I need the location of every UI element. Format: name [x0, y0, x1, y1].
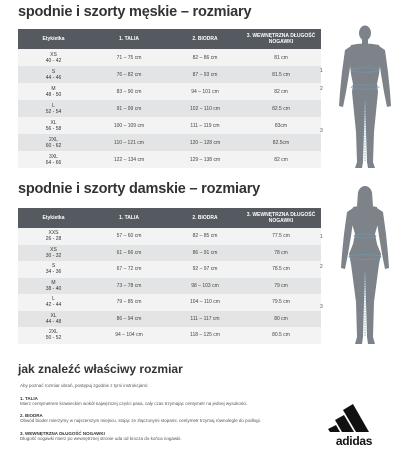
size-number: 48 - 50	[45, 91, 62, 98]
size-label	[18, 66, 89, 83]
size-label	[18, 245, 89, 262]
inseam-cell: 81.5 cm	[241, 66, 321, 83]
hips-cell: 87 – 93 cm	[169, 66, 241, 83]
waist-cell: 79 – 85 cm	[89, 294, 169, 311]
size-number: 42 - 44	[45, 302, 62, 309]
size-number: 44 - 46	[45, 74, 62, 81]
size-number: 56 - 58	[45, 125, 62, 132]
size-label	[18, 151, 89, 168]
waist-cell: 73 – 78 cm	[89, 278, 169, 295]
waist-cell: 57 – 60 cm	[89, 228, 169, 245]
table-row	[18, 49, 321, 66]
hips-cell: 120 – 128 cm	[169, 134, 241, 151]
size-label	[18, 83, 89, 100]
size-number: 34 - 36	[45, 269, 62, 276]
size-letter: XS	[50, 51, 57, 58]
male-figure	[315, 22, 397, 174]
size-label	[18, 327, 89, 344]
waist-cell: 67 – 72 cm	[89, 261, 169, 278]
waist-cell: 61 – 66 cm	[89, 245, 169, 262]
hips-cell: 129 – 138 cm	[169, 151, 241, 168]
inseam-cell: 80.5 cm	[241, 327, 321, 344]
male-figure-label-2: 2	[320, 86, 323, 92]
men-size-table	[18, 29, 321, 168]
header-hips: 2. BIODRA	[169, 29, 241, 49]
size-label	[18, 49, 89, 66]
size-label	[18, 294, 89, 311]
waist-cell: 100 – 109 cm	[89, 117, 169, 134]
size-label	[18, 278, 89, 295]
size-letter: M	[51, 279, 56, 286]
header-label: Etykietka	[18, 29, 89, 49]
size-label	[18, 134, 89, 151]
size-letter: 2XL	[49, 136, 58, 143]
size-label	[18, 228, 89, 245]
inseam-cell: 81 cm	[241, 49, 321, 66]
female-figure	[315, 182, 397, 354]
size-label	[18, 261, 89, 278]
waist-cell: 76 – 82 cm	[89, 66, 169, 83]
hips-cell: 92 – 97 cm	[169, 261, 241, 278]
instruction-text: Mierz centymetrem krawieckim wokół najwęższej części pasa, cały czas trzymając centymetr na jednej wysokości.	[20, 401, 248, 407]
instruction-waist	[20, 396, 320, 407]
size-number: 64 - 66	[45, 159, 62, 166]
table-row	[18, 228, 321, 245]
instruction-hips	[20, 413, 320, 424]
size-number: 60 - 62	[45, 142, 62, 149]
inseam-cell: 79.5 cm	[241, 294, 321, 311]
size-letter: 2XL	[49, 329, 58, 336]
header-inseam: 3. WEWNĘTRZNA DŁUGOŚĆ NOGAWKI	[241, 29, 321, 49]
size-label	[18, 311, 89, 328]
size-letter: S	[51, 68, 56, 75]
inseam-cell: 78 cm	[241, 245, 321, 262]
table-row	[18, 117, 321, 134]
howto-title: jak znaleźć właściwy rozmiar	[18, 362, 183, 376]
brand-name: adidas	[335, 434, 373, 448]
size-letter: L	[52, 296, 55, 303]
women-section-title: spodnie i szorty damskie – rozmiary	[18, 181, 261, 197]
howto-intro: Aby poznać rozmiar ubrań, postępuj zgodnie z tymi instrukcjami:	[20, 383, 149, 388]
size-letter: XXS	[48, 230, 59, 237]
waist-cell: 83 – 90 cm	[89, 83, 169, 100]
size-number: 44 - 48	[45, 318, 62, 325]
female-figure-label-2: 2	[320, 264, 323, 270]
instruction-heading: 3. WEWNĘTRZNA DŁUGOŚĆ NOGAWKI	[20, 431, 105, 436]
hips-cell: 111 – 119 cm	[169, 117, 241, 134]
waist-cell: 86 – 94 cm	[89, 311, 169, 328]
waist-cell: 122 – 134 cm	[89, 151, 169, 168]
size-letter: XL	[50, 312, 57, 319]
waist-cell: 110 – 121 cm	[89, 134, 169, 151]
size-number: 40 - 42	[45, 57, 62, 64]
table-row	[18, 245, 321, 262]
size-letter: S	[51, 263, 56, 270]
female-figure-label-1: 1	[320, 234, 323, 240]
inseam-cell: 82 cm	[241, 151, 321, 168]
header-waist: 1. TALIA	[89, 29, 169, 49]
table-row	[18, 278, 321, 295]
size-letter: 3XL	[49, 153, 58, 160]
inseam-cell: 80 cm	[241, 311, 321, 328]
female-figure-label-3: 3	[320, 304, 323, 310]
hips-cell: 82 – 85 cm	[169, 228, 241, 245]
size-letter: M	[51, 85, 56, 92]
table-row	[18, 100, 321, 117]
size-letter: XS	[50, 246, 57, 253]
header-label: Etykietka	[18, 208, 89, 228]
size-number: 38 - 40	[45, 285, 62, 292]
table-row	[18, 151, 321, 168]
male-figure-label-3: 3	[320, 128, 323, 134]
size-letter: XL	[50, 119, 57, 126]
header-waist: 1. TALIA	[89, 208, 169, 228]
header-hips: 2. BIODRA	[169, 208, 241, 228]
hips-cell: 102 – 110 cm	[169, 100, 241, 117]
instruction-text: Obwód bioder mierzymy w najszerszym miejscu, stojąc ze złączonymi stopami, centymetr trzymaj równolegle do podłogi.	[20, 418, 261, 424]
table-row	[18, 66, 321, 83]
inseam-cell: 79 cm	[241, 278, 321, 295]
instruction-text: Długość nogawki mierz po wewnętrznej stronie uda od krocza do końca nogawki.	[20, 436, 182, 442]
hips-cell: 118 – 125 cm	[169, 327, 241, 344]
male-figure-label-1: 1	[320, 68, 323, 74]
instruction-inseam	[20, 431, 320, 442]
table-row	[18, 311, 321, 328]
inseam-cell: 82.5cm	[241, 134, 321, 151]
table-row	[18, 294, 321, 311]
hips-cell: 104 – 110 cm	[169, 294, 241, 311]
size-number: 26 - 28	[45, 236, 62, 243]
inseam-cell: 83cm	[241, 117, 321, 134]
hips-cell: 98 – 103 cm	[169, 278, 241, 295]
table-row	[18, 261, 321, 278]
waist-cell: 71 – 75 cm	[89, 49, 169, 66]
waist-cell: 91 – 99 cm	[89, 100, 169, 117]
inseam-cell: 78.5 cm	[241, 261, 321, 278]
table-row	[18, 134, 321, 151]
inseam-cell: 82 cm	[241, 83, 321, 100]
size-number: 30 - 32	[45, 252, 62, 259]
men-section-title: spodnie i szorty męskie – rozmiary	[18, 4, 252, 20]
table-row	[18, 83, 321, 100]
women-size-table	[18, 208, 321, 344]
size-number: 52 - 54	[45, 108, 62, 115]
size-label	[18, 117, 89, 134]
instruction-heading: 1. TALIA	[20, 396, 38, 401]
header-inseam: 3. WEWNĘTRZNA DŁUGOŚĆ NOGAWKI	[241, 208, 321, 228]
size-number: 50 - 52	[45, 335, 62, 342]
waist-cell: 94 – 104 cm	[89, 327, 169, 344]
inseam-cell: 77.5 cm	[241, 228, 321, 245]
hips-cell: 82 – 86 cm	[169, 49, 241, 66]
adidas-logo-icon	[325, 388, 383, 440]
table-row	[18, 327, 321, 344]
size-letter: L	[52, 102, 55, 109]
inseam-cell: 82.5 cm	[241, 100, 321, 117]
size-label	[18, 100, 89, 117]
hips-cell: 94 – 101 cm	[169, 83, 241, 100]
hips-cell: 111 – 117 cm	[169, 311, 241, 328]
instruction-heading: 2. BIODRA	[20, 413, 43, 418]
hips-cell: 86 – 91 cm	[169, 245, 241, 262]
